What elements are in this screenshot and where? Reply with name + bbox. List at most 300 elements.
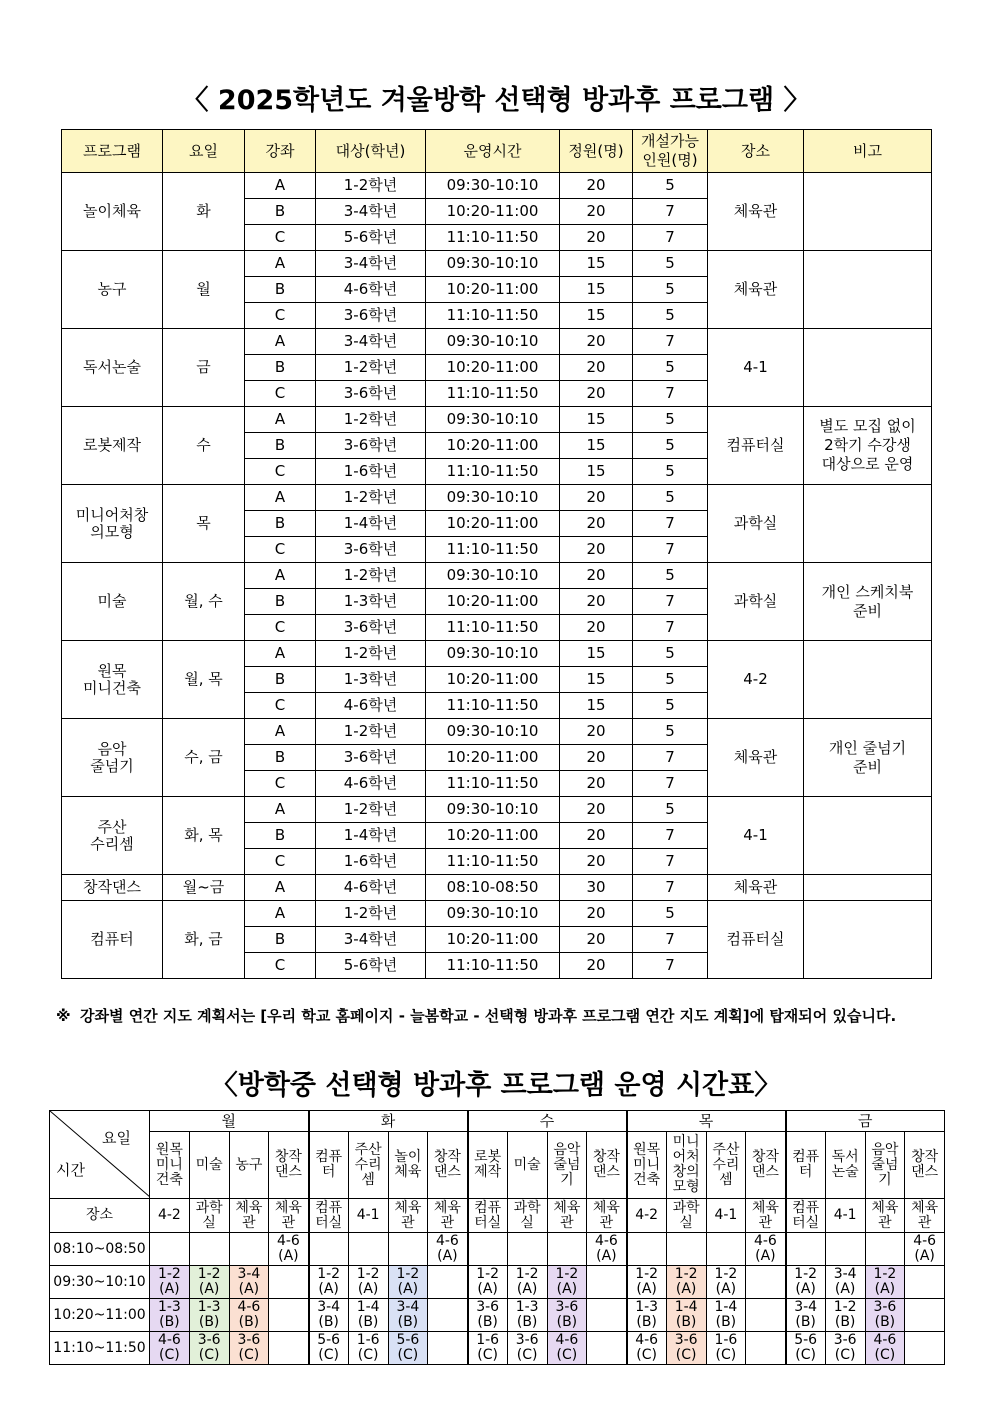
min-enrollment: 5 (633, 251, 708, 277)
capacity: 20 (560, 563, 633, 589)
min-enrollment: 5 (633, 667, 708, 693)
schedule-cell: 1-2 (A) (547, 1266, 587, 1299)
schedule-program: 음악 줄넘 기 (547, 1132, 587, 1199)
schedule-time-row (50, 1266, 945, 1299)
program-table (61, 129, 932, 979)
run-time: 09:30-10:10 (426, 485, 560, 511)
schedule-cell: 3-4 (B) (388, 1299, 428, 1332)
program-day: 월~금 (163, 875, 245, 901)
capacity: 20 (560, 485, 633, 511)
capacity: 20 (560, 849, 633, 875)
program-day: 화, 금 (163, 901, 245, 979)
run-time: 08:10-08:50 (426, 875, 560, 901)
schedule-program: 미술 (507, 1132, 547, 1199)
run-time: 11:10-11:50 (426, 615, 560, 641)
schedule-program: 미니 어처 창의 모형 (666, 1132, 706, 1199)
schedule-cell: 1-2 (A) (786, 1266, 826, 1299)
target-grade: 3-4학년 (316, 927, 426, 953)
schedule-program: 컴퓨 터 (309, 1132, 349, 1199)
program-day: 월 (163, 251, 245, 329)
schedule-cell: 1-3 (B) (627, 1299, 667, 1332)
time-label: 09:30~10:10 (50, 1266, 150, 1299)
run-time: 11:10-11:50 (426, 771, 560, 797)
target-grade: 3-6학년 (316, 381, 426, 407)
min-enrollment: 7 (633, 823, 708, 849)
schedule-cell (746, 1299, 786, 1332)
target-grade: 1-6학년 (316, 459, 426, 485)
min-enrollment: 7 (633, 225, 708, 251)
program-day: 화 (163, 173, 245, 251)
schedule-cell (309, 1233, 349, 1266)
run-time: 11:10-11:50 (426, 537, 560, 563)
schedule-cell: 4-6 (A) (269, 1233, 309, 1266)
target-grade: 1-4학년 (316, 511, 426, 537)
capacity: 20 (560, 537, 633, 563)
schedule-cell (666, 1233, 706, 1266)
target-grade: 3-6학년 (316, 615, 426, 641)
min-enrollment: 7 (633, 849, 708, 875)
run-time: 11:10-11:50 (426, 225, 560, 251)
course: C (245, 381, 316, 407)
course: A (245, 407, 316, 433)
course: B (245, 199, 316, 225)
run-time: 10:20-11:00 (426, 823, 560, 849)
run-time: 10:20-11:00 (426, 667, 560, 693)
target-grade: 1-2학년 (316, 485, 426, 511)
schedule-cell (865, 1233, 905, 1266)
capacity: 15 (560, 433, 633, 459)
schedule-cell (269, 1266, 309, 1299)
schedule-program: 창작 댄스 (428, 1132, 468, 1199)
schedule-place: 4-2 (627, 1199, 667, 1233)
schedule-program: 주산 수리 셈 (348, 1132, 388, 1199)
min-enrollment: 5 (633, 303, 708, 329)
schedule-cell: 1-2 (A) (309, 1266, 349, 1299)
schedule-cell (468, 1233, 508, 1266)
course: B (245, 589, 316, 615)
target-grade: 3-6학년 (316, 433, 426, 459)
schedule-place: 과학 실 (189, 1199, 229, 1233)
program-note (804, 485, 932, 563)
schedule-program: 창작 댄스 (905, 1132, 945, 1199)
run-time: 09:30-10:10 (426, 641, 560, 667)
min-enrollment: 7 (633, 927, 708, 953)
schedule-place: 4-1 (706, 1199, 746, 1233)
schedule-cell: 3-4 (B) (786, 1299, 826, 1332)
schedule-cell: 3-6 (C) (229, 1332, 269, 1365)
capacity: 15 (560, 641, 633, 667)
column-header: 개설가능 인원(명) (633, 130, 708, 173)
schedule-cell: 1-2 (A) (189, 1266, 229, 1299)
table-row (62, 797, 932, 823)
table-row (62, 173, 932, 199)
run-time: 10:20-11:00 (426, 199, 560, 225)
program-place: 컴퓨터실 (708, 407, 804, 485)
course: B (245, 277, 316, 303)
run-time: 10:20-11:00 (426, 589, 560, 615)
run-time: 10:20-11:00 (426, 355, 560, 381)
schedule-cell (786, 1233, 826, 1266)
time-label: 11:10~11:50 (50, 1332, 150, 1365)
course: A (245, 563, 316, 589)
schedule-program-row (50, 1132, 945, 1199)
program-name: 음악 줄넘기 (62, 719, 163, 797)
program-place: 컴퓨터실 (708, 901, 804, 979)
schedule-cell (587, 1266, 627, 1299)
target-grade: 1-2학년 (316, 797, 426, 823)
target-grade: 1-2학년 (316, 641, 426, 667)
schedule-cell: 1-2 (A) (666, 1266, 706, 1299)
schedule-cell: 1-2 (A) (507, 1266, 547, 1299)
target-grade: 1-2학년 (316, 563, 426, 589)
run-time: 09:30-10:10 (426, 563, 560, 589)
schedule-cell: 5-6 (C) (786, 1332, 826, 1365)
schedule-place: 체육 관 (428, 1199, 468, 1233)
schedule-cell: 5-6 (C) (388, 1332, 428, 1365)
footnote-text: 강좌별 연간 지도 계획서는 [우리 학교 홈페이지 - 늘봄학교 - 선택형 방과후 프로그램 연간 지도 계획]에 탑재되어 있습니다. (80, 1007, 897, 1025)
schedule-cell: 1-2 (A) (627, 1266, 667, 1299)
schedule-cell: 3-6 (C) (507, 1332, 547, 1365)
min-enrollment: 5 (633, 355, 708, 381)
table-row (62, 251, 932, 277)
target-grade: 4-6학년 (316, 771, 426, 797)
schedule-cell: 3-6 (B) (865, 1299, 905, 1332)
schedule-day-row (50, 1111, 945, 1132)
program-place: 체육관 (708, 875, 804, 901)
capacity: 20 (560, 823, 633, 849)
course: B (245, 355, 316, 381)
run-time: 11:10-11:50 (426, 381, 560, 407)
program-day: 목 (163, 485, 245, 563)
run-time: 09:30-10:10 (426, 407, 560, 433)
schedule-cell: 1-2 (B) (825, 1299, 865, 1332)
program-name: 농구 (62, 251, 163, 329)
schedule-program: 놀이 체육 (388, 1132, 428, 1199)
program-place: 4-1 (708, 797, 804, 875)
program-place: 4-1 (708, 329, 804, 407)
capacity: 15 (560, 693, 633, 719)
run-time: 10:20-11:00 (426, 433, 560, 459)
min-enrollment: 5 (633, 277, 708, 303)
capacity: 20 (560, 381, 633, 407)
schedule-cell: 5-6 (C) (309, 1332, 349, 1365)
schedule-program: 로봇 제작 (468, 1132, 508, 1199)
corner-time-label: 시간 (56, 1161, 85, 1179)
capacity: 20 (560, 199, 633, 225)
schedule-program: 독서 논술 (825, 1132, 865, 1199)
min-enrollment: 5 (633, 719, 708, 745)
run-time: 11:10-11:50 (426, 953, 560, 979)
min-enrollment: 7 (633, 511, 708, 537)
schedule-cell: 4-6 (A) (428, 1233, 468, 1266)
program-place: 체육관 (708, 251, 804, 329)
schedule-time-row (50, 1332, 945, 1365)
schedule-cell (269, 1299, 309, 1332)
schedule-cell: 1-2 (A) (865, 1266, 905, 1299)
schedule-cell: 1-4 (B) (666, 1299, 706, 1332)
course: C (245, 537, 316, 563)
capacity: 20 (560, 329, 633, 355)
program-day: 수, 금 (163, 719, 245, 797)
footnote (56, 1003, 946, 1029)
program-note (804, 173, 932, 251)
corner-day-label: 요일 (102, 1129, 131, 1147)
schedule-cell: 3-6 (B) (547, 1299, 587, 1332)
capacity: 15 (560, 303, 633, 329)
schedule-cell (269, 1332, 309, 1365)
min-enrollment: 7 (633, 537, 708, 563)
column-header: 비고 (804, 130, 932, 173)
course: C (245, 303, 316, 329)
min-enrollment: 5 (633, 693, 708, 719)
min-enrollment: 7 (633, 745, 708, 771)
schedule-place: 컴퓨 터실 (309, 1199, 349, 1233)
column-header: 요일 (163, 130, 245, 173)
schedule-place: 과학 실 (507, 1199, 547, 1233)
min-enrollment: 5 (633, 563, 708, 589)
min-enrollment: 7 (633, 329, 708, 355)
schedule-program: 창작 댄스 (746, 1132, 786, 1199)
schedule-cell: 1-2 (A) (388, 1266, 428, 1299)
course: A (245, 641, 316, 667)
run-time: 10:20-11:00 (426, 511, 560, 537)
course: A (245, 485, 316, 511)
course: C (245, 615, 316, 641)
program-day: 월, 목 (163, 641, 245, 719)
capacity: 20 (560, 355, 633, 381)
schedule-cell (189, 1233, 229, 1266)
schedule-cell: 1-2 (A) (706, 1266, 746, 1299)
target-grade: 1-2학년 (316, 355, 426, 381)
schedule-cell: 3-6 (C) (666, 1332, 706, 1365)
schedule-cell: 3-4 (A) (229, 1266, 269, 1299)
program-name: 놀이체육 (62, 173, 163, 251)
min-enrollment: 5 (633, 641, 708, 667)
min-enrollment: 5 (633, 433, 708, 459)
time-label: 10:20~11:00 (50, 1299, 150, 1332)
program-table-header (62, 130, 932, 173)
capacity: 20 (560, 225, 633, 251)
schedule-cell: 3-6 (C) (189, 1332, 229, 1365)
column-header: 프로그램 (62, 130, 163, 173)
diagonal-line (50, 1111, 150, 1197)
min-enrollment: 7 (633, 199, 708, 225)
capacity: 20 (560, 719, 633, 745)
capacity: 20 (560, 901, 633, 927)
min-enrollment: 7 (633, 381, 708, 407)
capacity: 20 (560, 797, 633, 823)
capacity: 20 (560, 589, 633, 615)
target-grade: 1-6학년 (316, 849, 426, 875)
schedule-cell: 4-6 (A) (587, 1233, 627, 1266)
schedule-cell (388, 1233, 428, 1266)
capacity: 15 (560, 459, 633, 485)
schedule-place: 컴퓨 터실 (468, 1199, 508, 1233)
course: B (245, 511, 316, 537)
min-enrollment: 5 (633, 173, 708, 199)
schedule-cell: 1-3 (B) (189, 1299, 229, 1332)
schedule-cell (428, 1332, 468, 1365)
min-enrollment: 7 (633, 771, 708, 797)
target-grade: 5-6학년 (316, 225, 426, 251)
capacity: 20 (560, 771, 633, 797)
capacity: 20 (560, 927, 633, 953)
place-label: 장소 (50, 1199, 150, 1233)
table-row (62, 563, 932, 589)
table-row (62, 485, 932, 511)
program-place: 과학실 (708, 485, 804, 563)
schedule-cell (587, 1299, 627, 1332)
target-grade: 5-6학년 (316, 953, 426, 979)
program-name: 독서논술 (62, 329, 163, 407)
schedule-place: 4-2 (150, 1199, 190, 1233)
column-header: 운영시간 (426, 130, 560, 173)
schedule-cell: 4-6 (C) (150, 1332, 190, 1365)
course: B (245, 667, 316, 693)
schedule-cell: 1-6 (C) (706, 1332, 746, 1365)
table-row (62, 329, 932, 355)
min-enrollment: 5 (633, 407, 708, 433)
program-day: 월, 수 (163, 563, 245, 641)
course: C (245, 849, 316, 875)
schedule-cell (905, 1332, 945, 1365)
schedule-cell: 4-6 (C) (627, 1332, 667, 1365)
target-grade: 1-4학년 (316, 823, 426, 849)
target-grade: 1-3학년 (316, 589, 426, 615)
schedule-cell: 3-6 (B) (468, 1299, 508, 1332)
capacity: 15 (560, 251, 633, 277)
run-time: 09:30-10:10 (426, 901, 560, 927)
course: B (245, 745, 316, 771)
schedule-place: 체육 관 (865, 1199, 905, 1233)
schedule-cell: 1-2 (A) (468, 1266, 508, 1299)
target-grade: 1-2학년 (316, 901, 426, 927)
schedule-program: 창작 댄스 (587, 1132, 627, 1199)
day-header: 수 (468, 1111, 627, 1132)
table-row (62, 407, 932, 433)
schedule-cell (507, 1233, 547, 1266)
run-time: 09:30-10:10 (426, 329, 560, 355)
corner-cell (50, 1111, 150, 1199)
min-enrollment: 5 (633, 901, 708, 927)
capacity: 20 (560, 615, 633, 641)
program-place: 체육관 (708, 719, 804, 797)
course: A (245, 875, 316, 901)
schedule-cell: 4-6 (A) (746, 1233, 786, 1266)
page-title: 〈 2025학년도 겨울방학 선택형 방과후 프로그램 〉 (181, 85, 811, 116)
min-enrollment: 7 (633, 953, 708, 979)
schedule-cell: 1-4 (B) (348, 1299, 388, 1332)
capacity: 30 (560, 875, 633, 901)
run-time: 10:20-11:00 (426, 745, 560, 771)
run-time: 10:20-11:00 (426, 277, 560, 303)
schedule-cell: 4-6 (C) (865, 1332, 905, 1365)
target-grade: 4-6학년 (316, 693, 426, 719)
program-name: 미술 (62, 563, 163, 641)
run-time: 10:20-11:00 (426, 927, 560, 953)
capacity: 15 (560, 277, 633, 303)
table-row (62, 641, 932, 667)
day-header: 금 (786, 1111, 945, 1132)
capacity: 15 (560, 407, 633, 433)
schedule-cell (905, 1266, 945, 1299)
capacity: 20 (560, 173, 633, 199)
course: C (245, 693, 316, 719)
schedule-place: 체육 관 (587, 1199, 627, 1233)
program-note (804, 797, 932, 875)
schedule-cell (627, 1233, 667, 1266)
target-grade: 1-2학년 (316, 407, 426, 433)
schedule-cell (746, 1266, 786, 1299)
schedule-cell (825, 1233, 865, 1266)
schedule-place: 체육 관 (269, 1199, 309, 1233)
schedule-cell (428, 1266, 468, 1299)
schedule-cell: 4-6 (C) (547, 1332, 587, 1365)
program-day: 금 (163, 329, 245, 407)
schedule-place: 과학 실 (666, 1199, 706, 1233)
table-row (62, 901, 932, 927)
column-header: 정원(명) (560, 130, 633, 173)
schedule-cell (587, 1332, 627, 1365)
course: C (245, 225, 316, 251)
target-grade: 3-6학년 (316, 745, 426, 771)
schedule-program: 농구 (229, 1132, 269, 1199)
schedule-cell: 1-2 (A) (348, 1266, 388, 1299)
schedule-place: 체육 관 (388, 1199, 428, 1233)
course: C (245, 459, 316, 485)
schedule-program: 원목 미니 건축 (627, 1132, 667, 1199)
program-note (804, 901, 932, 979)
schedule-cell (746, 1332, 786, 1365)
course: C (245, 771, 316, 797)
program-day: 수 (163, 407, 245, 485)
program-name: 미니어처창 의모형 (62, 485, 163, 563)
schedule-cell (348, 1233, 388, 1266)
course: B (245, 823, 316, 849)
program-note: 별도 모집 없이 2학기 수강생 대상으로 운영 (804, 407, 932, 485)
schedule-cell (229, 1233, 269, 1266)
capacity: 20 (560, 953, 633, 979)
time-label: 08:10~08:50 (50, 1233, 150, 1266)
schedule-cell: 1-6 (C) (468, 1332, 508, 1365)
schedule-cell: 3-4 (B) (309, 1299, 349, 1332)
program-day: 화, 목 (163, 797, 245, 875)
target-grade: 3-4학년 (316, 199, 426, 225)
capacity: 15 (560, 667, 633, 693)
min-enrollment: 7 (633, 615, 708, 641)
schedule-time-row (50, 1299, 945, 1332)
column-header: 강좌 (245, 130, 316, 173)
schedule-cell: 4-6 (A) (905, 1233, 945, 1266)
schedule-cell (547, 1233, 587, 1266)
schedule-cell: 3-6 (C) (825, 1332, 865, 1365)
schedule-cell: 1-2 (A) (150, 1266, 190, 1299)
run-time: 11:10-11:50 (426, 459, 560, 485)
schedule-place-row (50, 1199, 945, 1233)
column-header: 장소 (708, 130, 804, 173)
program-note: 개인 줄넘기 준비 (804, 719, 932, 797)
schedule-cell (150, 1233, 190, 1266)
schedule-cell (428, 1299, 468, 1332)
schedule-cell: 1-4 (B) (706, 1299, 746, 1332)
course: C (245, 953, 316, 979)
course: B (245, 433, 316, 459)
capacity: 20 (560, 511, 633, 537)
min-enrollment: 5 (633, 485, 708, 511)
schedule-title: 〈방학중 선택형 방과후 프로그램 운영 시간표〉 (210, 1070, 782, 1101)
target-grade: 1-3학년 (316, 667, 426, 693)
run-time: 09:30-10:10 (426, 173, 560, 199)
